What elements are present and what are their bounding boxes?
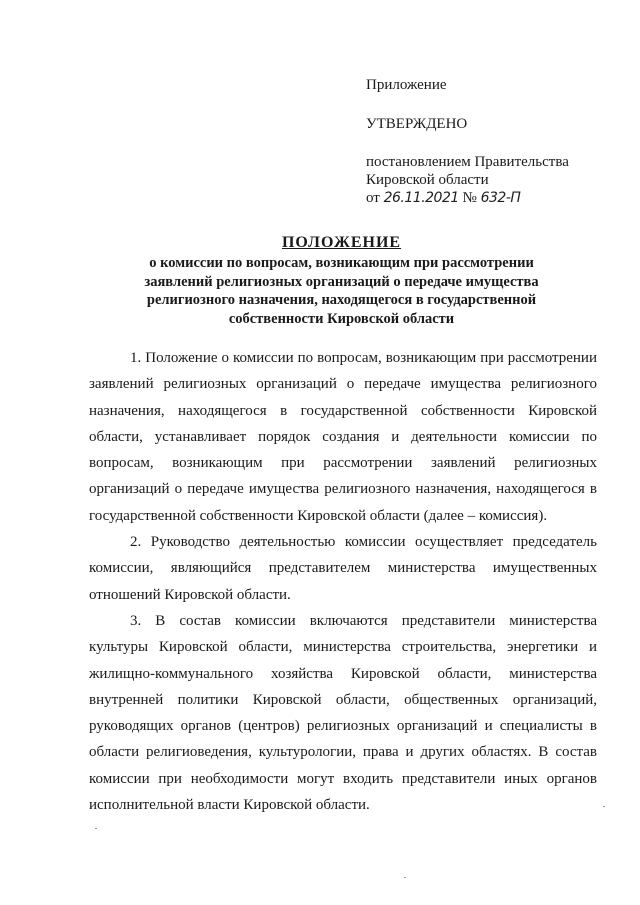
title-subline-4: собственности Кировской области (228, 310, 455, 327)
decree-line-1: постановлением Правительства (366, 154, 569, 170)
title-subline-2: заявлений религиозных организаций о передаче имущества (144, 273, 539, 290)
document-body (89, 345, 597, 818)
appendix-label: Приложение (366, 77, 447, 93)
decree-date-line (366, 189, 616, 207)
handwritten-date: 26.11.2021 (383, 190, 459, 206)
document-title-block (100, 232, 583, 328)
scan-speck (603, 806, 605, 807)
document-title: ПОЛОЖЕНИЕ (281, 234, 402, 251)
scan-speck (95, 828, 97, 829)
scan-speck (404, 877, 406, 878)
paragraph-2: 2. Руководство деятельностью комиссии осуществляет председатель комиссии, являющийся представителем министерства имущественных отношений Кировской области. (89, 534, 597, 603)
number-prefix: № (462, 190, 477, 206)
paragraph-3: 3. В состав комиссии включаются представители министерства культуры Кировской области, министерства строительства, энергетики и жилищно-коммунального хозяйства Кировской области, министерства внутренней политики Кировской области, общественных организаций, руководящих органов (центров) религиозных организаций и специалисты в области религиоведения, культурологии, права и других областях. В состав комиссии при необходимости могут входить представители иных органов исполнительной власти Кировской области. (89, 612, 597, 814)
approved-label: УТВЕРЖДЕНО (366, 116, 468, 132)
approval-block (366, 76, 616, 207)
decree-line-2: Кировской области (366, 172, 489, 188)
date-prefix: от (366, 190, 380, 206)
handwritten-number: 632-П (480, 190, 521, 206)
paragraph-1: 1. Положение о комиссии по вопросам, возникающим при рассмотрении заявлений религиозных организаций о передаче имущества религиозного назначения, находящегося в государственной собственности Кировской области, устанавливает порядок создания и деятельности комиссии по вопросам, возникающим при рассмотрении заявлений религиозных организаций о передаче имущества религиозного назначения, находящегося в государственной собственности Кировской области (далее – комиссия). (89, 350, 597, 524)
title-subline-1: о комиссии по вопросам, возникающим при рассмотрении (149, 255, 534, 271)
title-subline-3: религиозного назначения, находящегося в государственной (146, 292, 537, 308)
